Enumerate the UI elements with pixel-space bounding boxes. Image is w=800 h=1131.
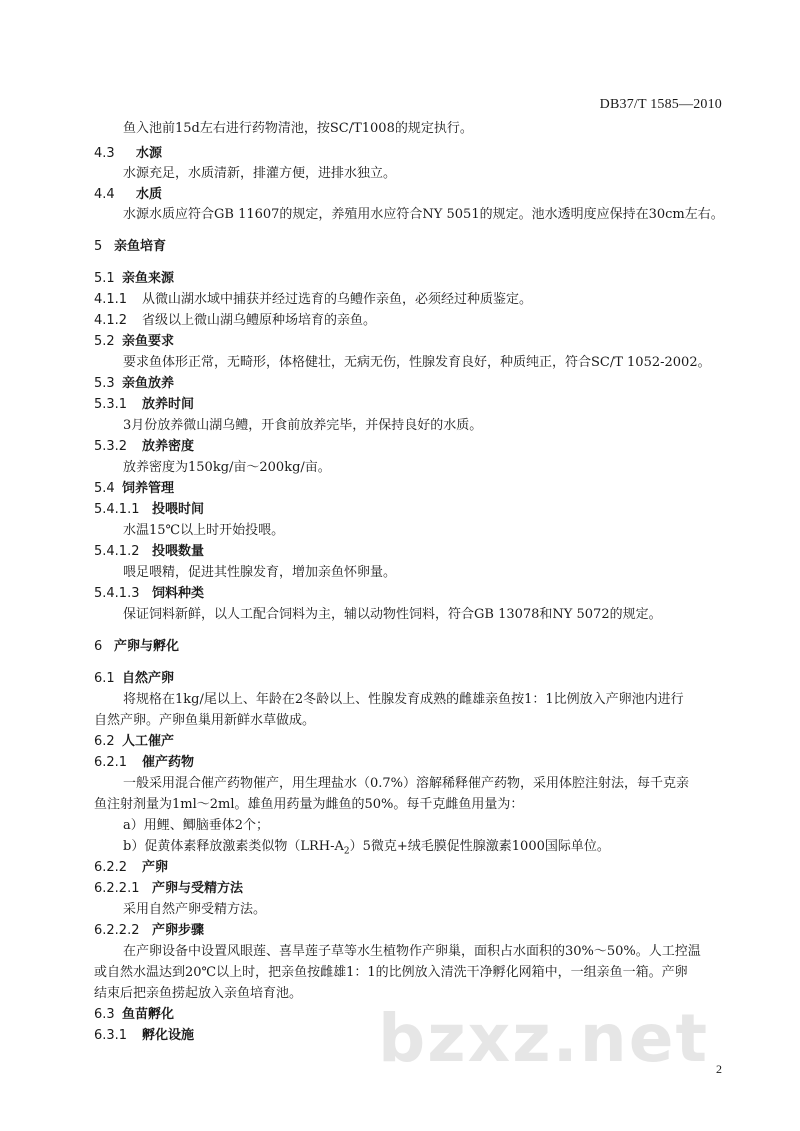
section-heading-5-2 xyxy=(94,333,174,351)
section-title: 亲鱼来源 xyxy=(122,271,175,286)
section-number: 6.3 xyxy=(94,1007,115,1022)
section-heading-4-3 xyxy=(94,145,162,163)
paragraph: 采用自然产卵受精方法。 xyxy=(123,902,267,917)
section-number: 5.3.2 xyxy=(94,439,128,454)
section-heading-5-3-1 xyxy=(94,396,194,414)
section-heading-5-3-2 xyxy=(94,438,194,456)
section-title: 催产药物 xyxy=(142,755,195,770)
section-number: 5.4.1.1 xyxy=(94,502,140,517)
section-heading-5-3 xyxy=(94,375,174,393)
section-title: 放养密度 xyxy=(142,439,195,454)
section-title: 亲鱼培育 xyxy=(114,239,167,254)
section-title: 亲鱼放养 xyxy=(122,376,175,391)
clause-text: 从微山湖水域中捕获并经过选育的乌鳢作亲鱼，必须经过种质鉴定。 xyxy=(142,292,533,307)
section-number: 6.2.2.1 xyxy=(94,881,140,896)
section-title: 孵化设施 xyxy=(142,1028,195,1043)
section-title: 鱼苗孵化 xyxy=(122,1007,175,1022)
section-heading-6-2-2-1 xyxy=(94,880,243,898)
section-title: 投喂数量 xyxy=(152,544,205,559)
section-number: 6.2.2.2 xyxy=(94,923,140,938)
section-title: 产卵步骤 xyxy=(152,923,205,938)
list-item: b）促黄体素释放激素类似物$(LRH-A_2)5$微克+绒毛膜促性腺激素1000国际单位。 xyxy=(123,839,610,857)
section-heading-5-4-1-2 xyxy=(94,543,204,561)
section-heading-6-1 xyxy=(94,670,174,688)
clause-4-1-2 xyxy=(94,312,376,330)
section-number: 5.3 xyxy=(94,376,115,391)
section-title: 人工催产 xyxy=(122,734,175,749)
paragraph-continued: 自然产卵。产卵鱼巢用新鲜水草做成。 xyxy=(94,713,316,728)
section-heading-5-1 xyxy=(94,270,174,288)
paragraph: 放养密度为150kg/亩～200kg/亩。 xyxy=(123,460,331,475)
section-title: 饲料种类 xyxy=(152,586,205,601)
list-item: a）用鲤、鲫脑垂体2个； xyxy=(123,818,270,833)
section-number: 6.3.1 xyxy=(94,1028,128,1043)
section-number: 5.4.1.3 xyxy=(94,586,140,601)
section-heading-4-4 xyxy=(94,186,162,204)
section-title: 自然产卵 xyxy=(122,671,175,686)
section-title: 亲鱼要求 xyxy=(122,334,175,349)
section-number: 5.2 xyxy=(94,334,115,349)
doc-code: DB37/T 1585—2010 xyxy=(599,97,722,112)
section-number: 4.4 xyxy=(94,187,115,202)
section-number: 5.4 xyxy=(94,481,115,496)
section-heading-6-3-1 xyxy=(94,1027,194,1045)
paragraph: 水温15℃以上时开始投喂。 xyxy=(123,523,285,538)
section-title: 产卵与受精方法 xyxy=(152,881,244,896)
paragraph: 水源充足，水质清新，排灌方便，进排水独立。 xyxy=(123,166,397,181)
section-number: 6.2.2 xyxy=(94,860,128,875)
clause-4-1-1 xyxy=(94,291,532,309)
section-heading-5-4-1-3 xyxy=(94,585,204,603)
paragraph: 喂足喂精，促进其性腺发育，增加亲鱼怀卵量。 xyxy=(123,565,397,580)
paragraph: 水源水质应符合GB 11607的规定，养殖用水应符合NY 5051的规定。池水透明度应保持在30cm左右。 xyxy=(123,207,724,222)
section-heading-5-4 xyxy=(94,480,174,498)
section-title: 投喂时间 xyxy=(152,502,205,517)
section-number: 6.2 xyxy=(94,734,115,749)
section-title: 水质 xyxy=(136,187,163,202)
paragraph-continued: 结束后把亲鱼捞起放入亲鱼培育池。 xyxy=(94,986,303,1001)
paragraph: 3月份放养微山湖乌鳢，开食前放养完毕，并保持良好的水质。 xyxy=(123,418,483,433)
paragraph: 在产卵设备中设置风眼莲、喜旱莲子草等水生植物作产卵巢，面积占水面积的30%～50%。人工控温 xyxy=(123,944,701,959)
section-title: 产卵与孵化 xyxy=(114,639,180,654)
section-number: 5 xyxy=(94,239,103,254)
section-heading-6-2-1 xyxy=(94,754,194,772)
clause-text: 省级以上微山湖乌鳢原种场培育的亲鱼。 xyxy=(142,313,377,328)
section-heading-6-2-2 xyxy=(94,859,168,877)
section-number: 6.2.1 xyxy=(94,755,128,770)
section-title: 饲养管理 xyxy=(122,481,175,496)
paragraph: 将规格在1kg/尾以上、年龄在2冬龄以上、性腺发育成熟的雌雄亲鱼按1：1比例放入产卵池内进行 xyxy=(123,692,684,707)
section-title: 水源 xyxy=(136,146,163,161)
paragraph: 鱼入池前15d左右进行药物清池，按SC/T1008的规定执行。 xyxy=(123,121,473,136)
paragraph-continued: 或自然水温达到20℃以上时，把亲鱼按雌雄1：1的比例放入清洗干净孵化网箱中，一组亲鱼一箱。产卵 xyxy=(94,965,688,980)
section-number: 6 xyxy=(94,639,103,654)
paragraph-continued: 鱼注射剂量为1ml～2ml。雄鱼用药量为雌鱼的50%。每千克雌鱼用量为： xyxy=(94,797,524,812)
section-heading-6 xyxy=(94,638,179,656)
section-number: 5.3.1 xyxy=(94,397,128,412)
section-number: 6.1 xyxy=(94,671,115,686)
section-number: 4.1.1 xyxy=(94,292,128,307)
page-number: 2 xyxy=(716,1062,722,1076)
section-title: 产卵 xyxy=(142,860,169,875)
paragraph: 要求鱼体形正常，无畸形，体格健壮，无病无伤，性腺发育良好，种质纯正，符合SC/T 1052-2002。 xyxy=(123,355,711,370)
section-heading-5-4-1-1 xyxy=(94,501,204,519)
paragraph: 保证饲料新鲜，以人工配合饲料为主，辅以动物性饲料，符合GB 13078和NY 5072的规定。 xyxy=(123,607,662,622)
section-number: 5.4.1.2 xyxy=(94,544,140,559)
section-heading-6-2 xyxy=(94,733,174,751)
section-number: 5.1 xyxy=(94,271,115,286)
section-heading-6-3 xyxy=(94,1006,174,1024)
section-number: 4.3 xyxy=(94,146,115,161)
section-heading-6-2-2-2 xyxy=(94,922,204,940)
section-heading-5 xyxy=(94,238,166,256)
section-number: 4.1.2 xyxy=(94,313,128,328)
paragraph: 一般采用混合催产药物催产，用生理盐水（0.7%）溶解稀释催产药物，采用体腔注射法，每千克亲 xyxy=(123,776,690,791)
watermark: bzxz.net xyxy=(378,1000,710,1077)
section-title: 放养时间 xyxy=(142,397,195,412)
